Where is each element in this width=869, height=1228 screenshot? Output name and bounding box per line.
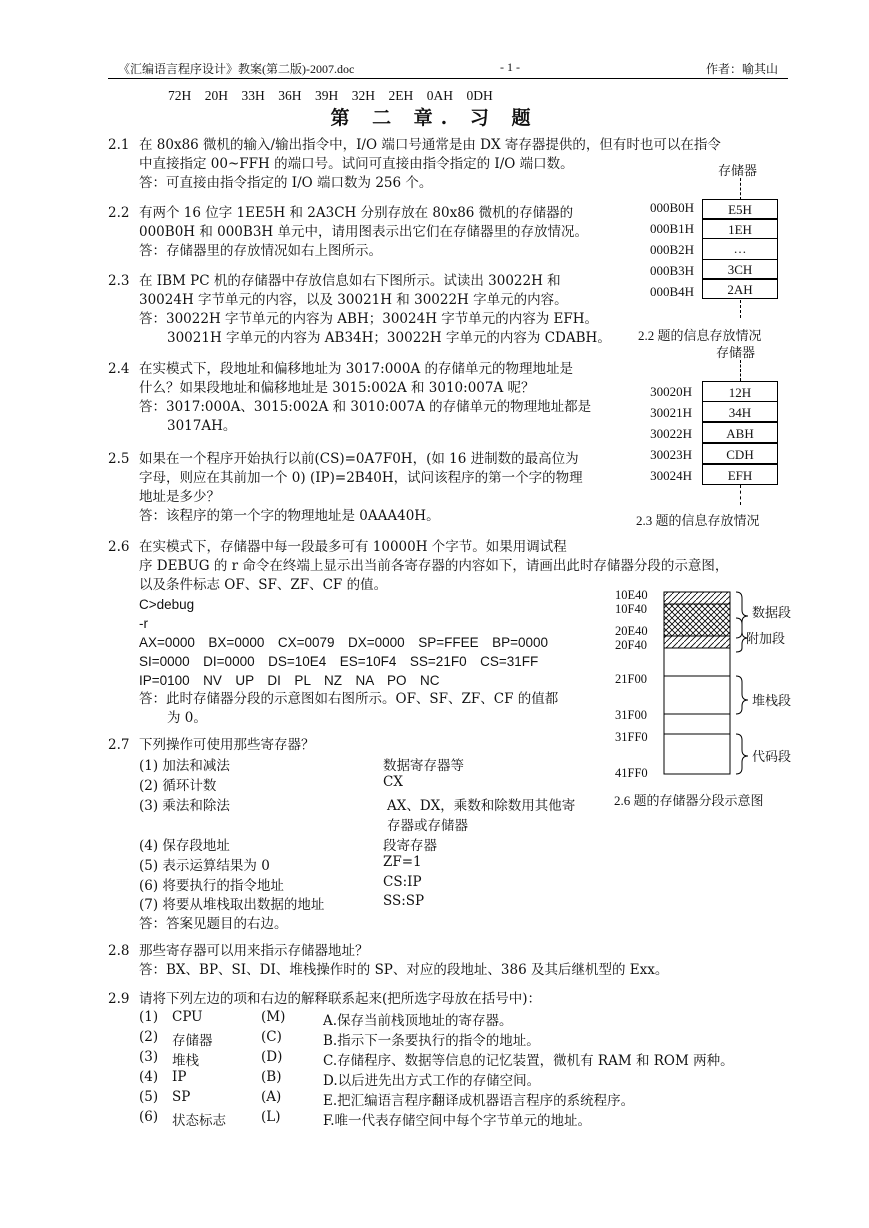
code-segment-block <box>664 734 730 774</box>
answer-line: 答：30022H 字节单元的内容为 ABH；30024H 字节单元的内容为 EFH。 <box>139 311 599 327</box>
segment-address: 31F00 <box>615 708 647 722</box>
answer-line: 30021H 字单元的内容为 AB34H；30022H 字单元的内容为 CDABH。 <box>167 330 611 346</box>
memory-address: 000B3H <box>649 263 694 278</box>
match-term: IP <box>172 1069 187 1085</box>
operation-item: (5) 表示运算结果为 0 <box>139 858 270 874</box>
match-term: SP <box>172 1089 191 1105</box>
segment-address: 20F40 <box>615 638 647 652</box>
match-choice: (L) <box>261 1109 281 1125</box>
dashed-connector <box>740 178 741 200</box>
text-line: 在实模式下，存储器中每一段最多可有 10000H 个字节。如果用调试程 <box>139 539 567 555</box>
operation-answer: AX、DX，乘数和除数用其他寄 <box>387 798 576 814</box>
overlap-block <box>664 604 730 636</box>
text-line: 在 IBM PC 机的存储器中存放信息如右下图所示。试读出 30022H 和 <box>139 273 561 289</box>
brace-stack <box>736 676 748 714</box>
memory-address: 30024H <box>650 468 692 483</box>
answer-line: 答：3017:000A、3015:002A 和 3010:007A 的存储单元的物理地址都是 <box>139 399 592 415</box>
text-line: 请将下列左边的项和右边的解释联系起来(把所选字母放在括号中)： <box>139 991 542 1007</box>
match-choice: (A) <box>261 1089 282 1105</box>
match-term: 存储器 <box>172 1033 213 1049</box>
segment-label: 附加段 <box>746 631 786 646</box>
memory-cell: 2AH <box>702 279 778 299</box>
stack-segment-block <box>664 676 730 714</box>
operation-answer: CS:IP <box>383 874 422 890</box>
memory-address: 000B2H <box>649 242 694 257</box>
brace-code <box>736 734 748 774</box>
figure-2-6 <box>612 588 802 810</box>
debug-command: -r <box>139 616 148 631</box>
text-line: 有两个 16 位字 1EE5H 和 2A3CH 分别存放在 80x86 微机的存储器的 <box>139 205 574 221</box>
match-explanation: B.指示下一条要执行的指令的地址。 <box>323 1033 540 1049</box>
answer-line: 答：答案见题目的右边。 <box>139 916 288 932</box>
data-segment-block <box>664 592 730 604</box>
dashed-connector <box>740 485 741 505</box>
header-author: 作者：喻其山 <box>706 62 779 76</box>
question-number: 2.7 <box>108 737 130 753</box>
answer-line: 答：可直接由指令指定的 I/O 端口数为 256 个。 <box>139 175 433 191</box>
text-line: 以及条件标志 OF、SF、ZF、CF 的值。 <box>139 577 388 593</box>
question-number: 2.2 <box>108 205 130 221</box>
memory-address: 30022H <box>650 426 692 441</box>
figure-caption: 2.2 题的信息存放情况 <box>638 328 762 343</box>
segment-address: 21F00 <box>615 672 647 686</box>
match-index: (1) <box>139 1009 159 1025</box>
memory-address: 000B1H <box>649 221 694 236</box>
memory-cell: E5H <box>702 199 778 219</box>
text-line: 中直接指定 00~FFH 的端口号。试问可直接由指令指定的 I/O 端口数。 <box>139 156 574 172</box>
figure-caption: 2.6 题的存储器分段示意图 <box>614 793 764 808</box>
text-line: 如果在一个程序开始执行以前(CS)=0A7F0H，(如 16 进制数的最高位为 <box>139 451 579 467</box>
operation-answer: 段寄存器 <box>383 838 437 854</box>
match-index: (5) <box>139 1089 159 1105</box>
segment-address: 20E40 <box>615 624 648 638</box>
memory-cell: EFH <box>702 464 778 485</box>
match-index: (4) <box>139 1069 159 1085</box>
question-2-4 <box>108 360 618 436</box>
answer-line: 为 0。 <box>167 710 207 726</box>
memory-cell: … <box>702 239 778 259</box>
register-line: IP=0100 NV UP DI PL NZ NA PO NC <box>139 673 440 688</box>
memory-address: 30023H <box>650 447 692 462</box>
extra-segment-block <box>664 636 730 648</box>
segment-address: 10F40 <box>615 602 647 616</box>
segment-label: 数据段 <box>752 605 792 620</box>
answer-line: 答：BX、BP、SI、DI、堆栈操作时的 SP、对应的段地址、386 及其后继机型的 Exx。 <box>139 962 669 978</box>
figure-2-3 <box>636 340 786 530</box>
answer-line: 答：该程序的第一个字的物理地址是 0AAA40H。 <box>139 508 440 524</box>
register-line: AX=0000 BX=0000 CX=0079 DX=0000 SP=FFEE BP=0000 <box>139 635 549 650</box>
match-explanation: A.保存当前栈顶地址的寄存器。 <box>323 1013 513 1029</box>
operation-answer: CX <box>383 774 403 790</box>
text-line: 在实模式下，段地址和偏移地址为 3017:000A 的存储单元的物理地址是 <box>139 361 574 377</box>
debug-command: C>debug <box>139 597 195 612</box>
segment-address: 10E40 <box>615 588 648 602</box>
question-number: 2.6 <box>108 539 130 555</box>
text-line: 地址是多少？ <box>139 489 220 505</box>
memory-address: 000B4H <box>649 284 694 299</box>
answer-line: 3017AH。 <box>167 418 237 434</box>
question-number: 2.5 <box>108 451 130 467</box>
match-term: 堆栈 <box>172 1053 199 1069</box>
match-index: (2) <box>139 1029 159 1045</box>
answer-line: 答：此时存储器分段的示意图如右图所示。OF、SF、ZF、CF 的值都 <box>139 691 559 707</box>
question-2-9 <box>108 990 788 1009</box>
operation-answer: SS:SP <box>383 893 425 909</box>
question-number: 2.8 <box>108 943 130 959</box>
header-rule <box>108 78 788 79</box>
text-line: 字母，则应在其前加一个 0) (IP)=2B40H，试问该程序的第一个字的物理 <box>139 470 583 486</box>
question-2-7 <box>108 736 618 755</box>
figure-header: 存储器 <box>718 163 758 178</box>
match-term: CPU <box>172 1009 203 1025</box>
text-line: 什么？如果段地址和偏移地址是 3015:002A 和 3010:007A 呢？ <box>139 380 535 396</box>
dashed-connector <box>740 360 741 381</box>
operation-item: (3) 乘法和除法 <box>139 798 230 814</box>
dashed-connector <box>740 300 741 318</box>
text-line: 在 80x86 微机的输入/输出指令中，I/O 端口号通常是由 DX 寄存器提供的，但有时也可以在指令 <box>139 137 721 153</box>
operation-item: (7) 将要从堆栈取出数据的地址 <box>139 897 325 913</box>
question-2-2 <box>108 204 618 261</box>
memory-address: 000B0H <box>649 200 694 215</box>
match-explanation: D.以后进先出方式工作的存储空间。 <box>323 1073 541 1089</box>
figure-caption: 2.3 题的信息存放情况 <box>636 513 760 528</box>
question-2-8 <box>108 942 788 980</box>
question-2-3 <box>108 272 618 348</box>
text-line: 序 DEBUG 的 r 命令在终端上显示出当前各寄存器的内容如下，请画出此时存储器分段的示意图， <box>139 558 729 574</box>
segment-address: 31FF0 <box>615 730 648 744</box>
segment-label: 代码段 <box>752 749 792 764</box>
operation-item: (1) 加法和减法 <box>139 758 230 774</box>
operation-answer: 数据寄存器等 <box>383 758 464 774</box>
question-2-5 <box>108 450 618 526</box>
text-line: 000B0H 和 000B3H 单元中，请用图表示出它们在存储器里的存放情况。 <box>139 224 588 240</box>
operation-answer: 存器或存储器 <box>387 818 468 834</box>
top-hex-line: 72H 20H 33H 36H 39H 32H 2EH 0AH 0DH <box>168 88 493 103</box>
match-choice: (C) <box>261 1029 282 1045</box>
text-line: 下列操作可使用那些寄存器？ <box>139 737 315 753</box>
memory-cell: 1EH <box>702 219 778 239</box>
memory-cell: 12H <box>702 381 778 402</box>
memory-cell: 3CH <box>702 259 778 279</box>
match-index: (3) <box>139 1049 159 1065</box>
operation-answer: ZF=1 <box>383 854 422 870</box>
segment-address: 41FF0 <box>615 766 648 780</box>
figure-header: 存储器 <box>716 345 756 360</box>
header-left: 《汇编语言程序设计》教案(第二版)-2007.doc <box>118 62 355 76</box>
match-explanation: F.唯一代表存储空间中每个字节单元的地址。 <box>323 1113 592 1129</box>
match-choice: (M) <box>261 1009 286 1025</box>
memory-cell: 34H <box>702 401 778 422</box>
memory-address: 30021H <box>650 405 692 420</box>
text-line: 30024H 字节单元的内容，以及 30021H 和 30022H 字单元的内容。 <box>139 292 568 308</box>
match-term: 状态标志 <box>172 1113 226 1129</box>
match-index: (6) <box>139 1109 159 1125</box>
operation-item: (2) 循环计数 <box>139 778 217 794</box>
question-number: 2.3 <box>108 273 130 289</box>
memory-address: 30020H <box>650 384 692 399</box>
memory-cell: CDH <box>702 443 778 464</box>
answer-line: 答：存储器里的存放情况如右上图所示。 <box>139 243 382 259</box>
text-line: 那些寄存器可以用来指示存储器地址？ <box>139 943 369 959</box>
match-choice: (B) <box>261 1069 282 1085</box>
match-choice: (D) <box>261 1049 283 1065</box>
operation-item: (4) 保存段地址 <box>139 838 230 854</box>
segment-label: 堆栈段 <box>752 693 792 708</box>
header-page-number: - 1 - <box>500 60 520 74</box>
chapter-title: 第 二 章. 习 题 <box>330 107 539 129</box>
question-number: 2.4 <box>108 361 130 377</box>
operation-item: (6) 将要执行的指令地址 <box>139 878 284 894</box>
figure-2-2 <box>636 158 786 348</box>
match-explanation: C.存储程序、数据等信息的记忆装置，微机有 RAM 和 ROM 两种。 <box>323 1053 734 1069</box>
question-number: 2.9 <box>108 991 130 1007</box>
match-explanation: E.把汇编语言程序翻译成机器语言程序的系统程序。 <box>323 1093 635 1109</box>
register-line: SI=0000 DI=0000 DS=10E4 ES=10F4 SS=21F0 CS=31FF <box>139 654 539 669</box>
memory-cell: ABH <box>702 422 778 443</box>
question-number: 2.1 <box>108 137 130 153</box>
